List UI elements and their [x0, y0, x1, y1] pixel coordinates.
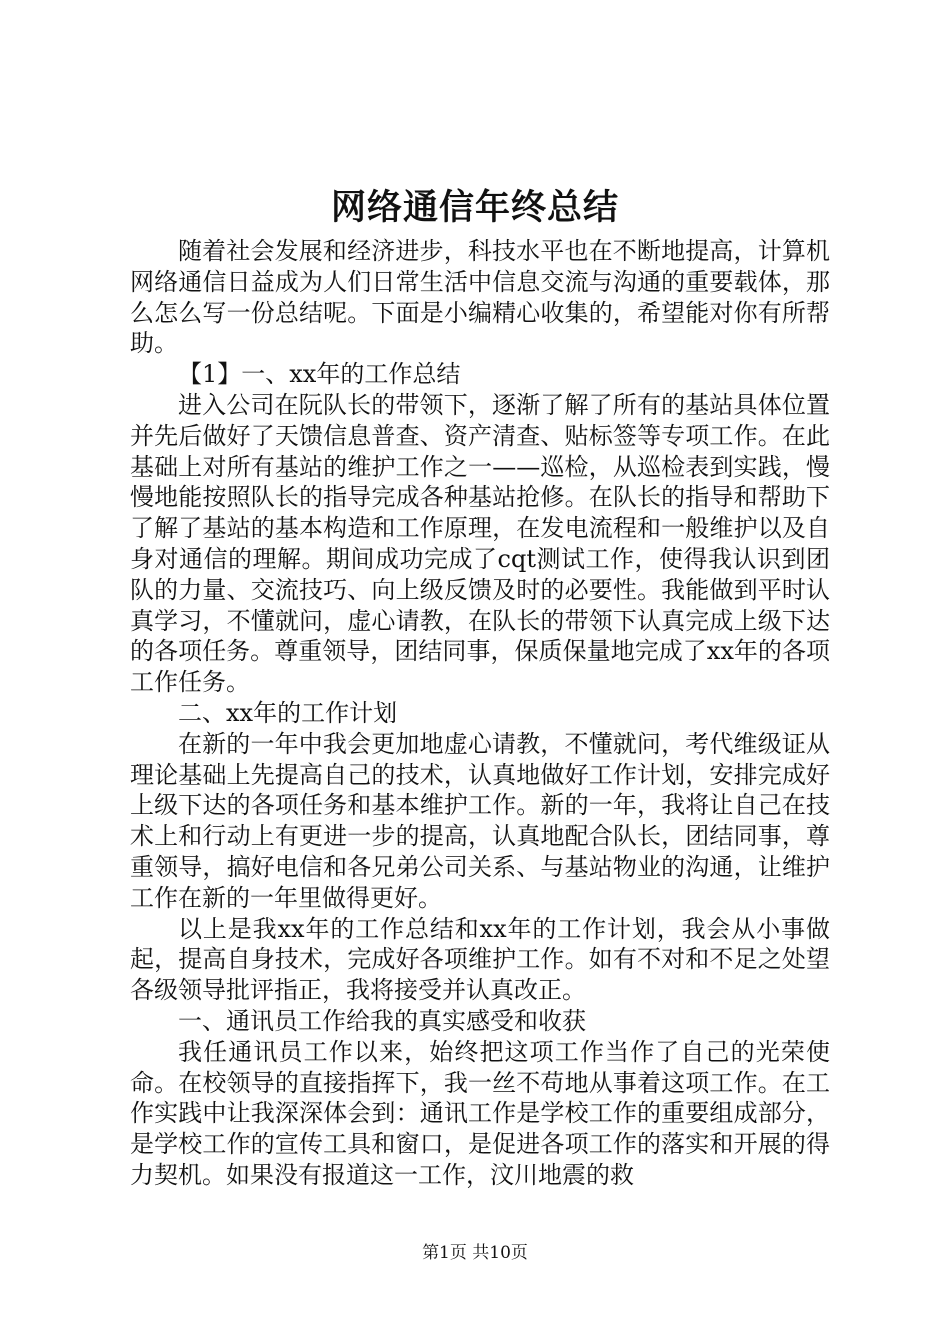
- conclusion-paragraph: 以上是我xx年的工作总结和xx年的工作计划，我会从小事做起，提高自身技术，完成好各项维护工作。如有不对和不足之处望各级领导批评指正，我将接受并认真改正。: [130, 914, 830, 1005]
- section-heading-work-summary: 【1】一、xx年的工作总结: [178, 360, 461, 389]
- section-heading-work-plan: 二、xx年的工作计划: [178, 698, 398, 727]
- document-body: [130, 236, 830, 1191]
- page-number-footer: 第1页 共10页: [422, 1243, 528, 1263]
- work-summary-paragraph: 进入公司在阮队长的带领下，逐渐了解了所有的基站具体位置并先后做好了天馈信息普查、资产清查、贴标签等专项工作。在此基础上对所有基站的维护工作之一——巡检，从巡检表到实践，慢慢地能按照队长的指导完成各种基站抢修。在队长的指导和帮助下了解了基站的基本构造和工作原理，在发电流程和一般维护以及自身对通信的理解。期间成功完成了cqt测试工作，使得我认识到团队的力量、交流技巧、向上级反馈及时的必要性。我能做到平时认真学习，不懂就问，虚心请教，在队长的带领下认真完成上级下达的各项任务。尊重领导，团结同事，保质保量地完成了xx年的各项工作任务。: [130, 390, 830, 697]
- document-title: 网络通信年终总结: [330, 187, 619, 228]
- correspondent-paragraph: 我任通讯员工作以来，始终把这项工作当作了自己的光荣使命。在校领导的直接指挥下，我一丝不苟地从事着这项工作。在工作实践中让我深深体会到：通讯工作是学校工作的重要组成部分，是学校工作的宣传工具和窗口，是促进各项工作的落实和开展的得力契机。如果没有报道这一工作，汶川地震的救: [130, 1037, 830, 1189]
- work-plan-paragraph: 在新的一年中我会更加地虚心请教，不懂就问，考代维级证从理论基础上先提高自己的技术，认真地做好工作计划，安排完成好上级下达的各项任务和基本维护工作。新的一年，我将让自己在技术上和行动上有更进一步的提高，认真地配合队长，团结同事，尊重领导，搞好电信和各兄弟公司关系、与基站物业的沟通，让维护工作在新的一年里做得更好。: [130, 729, 830, 912]
- section-heading-correspondent: 一、通讯员工作给我的真实感受和收获: [178, 1006, 586, 1035]
- intro-paragraph: 随着社会发展和经济进步，科技水平也在不断地提高，计算机网络通信日益成为人们日常生活中信息交流与沟通的重要载体，那么怎么写一份总结呢。下面是小编精心收集的，希望能对你有所帮助。: [130, 237, 830, 358]
